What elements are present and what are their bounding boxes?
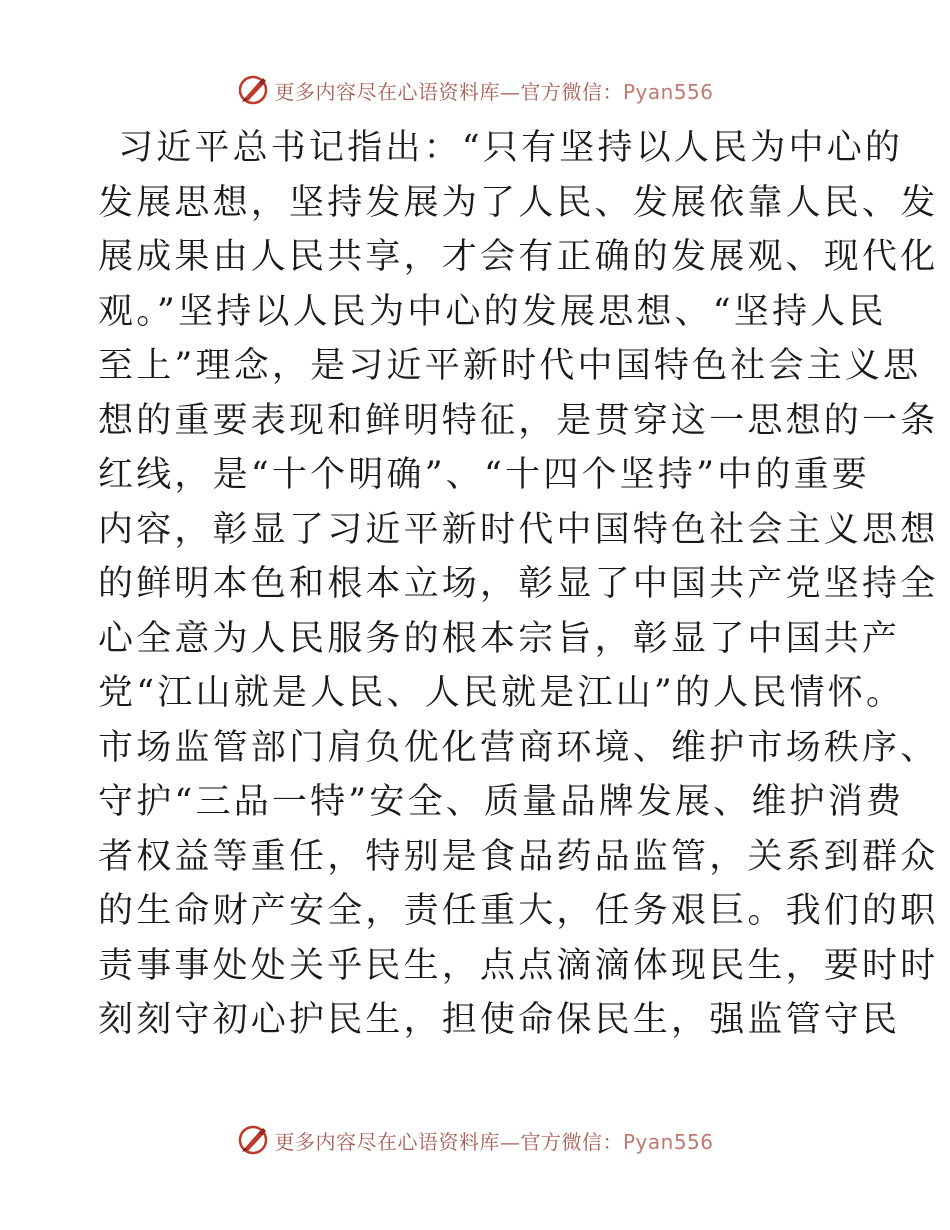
text-line: 市场监管部门肩负优化营商环境、维护市场秩序、 xyxy=(98,727,939,768)
text-line: 想的重要表现和鲜明特征，是贯穿这一思想的一条 xyxy=(98,400,939,441)
text-line: 者权益等重任，特别是食品药品监管，关系到群众 xyxy=(98,836,939,877)
text-line: 红线，是“十个明确”、“十四个坚持”中的重要 xyxy=(98,455,870,495)
text-line: 心全意为人民服务的根本宗旨，彰显了中国共产 xyxy=(98,618,901,659)
text-line: 责事事处处关乎民生，点点滴滴体现民生，要时时 xyxy=(98,945,939,986)
text-line: 内容，彰显了习近平新时代中国特色社会主义思想 xyxy=(98,509,939,550)
text-line: 观。”坚持以人民为中心的发展思想、“坚持人民 xyxy=(98,291,887,332)
text-line: 至上”理念，是习近平新时代中国特色社会主义思 xyxy=(98,346,922,386)
header-banner-text: 更多内容尽在心语资料库—官方微信：Pyan556 xyxy=(274,79,714,104)
text-line: 的鲜明本色和根本立场，彰显了中国共产党坚持全 xyxy=(98,564,939,604)
text-line: 展成果由人民共享，才会有正确的发展观、现代化 xyxy=(98,237,939,277)
text-line: 守护“三品一特”安全、质量品牌发展、维护消费 xyxy=(98,782,905,822)
text-line: 习近平总书记指出：“只有坚持以人民为中心的 xyxy=(118,128,904,168)
header-banner-brand: Pyan556 xyxy=(622,79,714,104)
document-body xyxy=(98,121,939,1048)
footer-banner-text: 更多内容尽在心语资料库—官方微信：Pyan556 xyxy=(274,1129,714,1154)
text-line: 刻刻守初心护民生，担使命保民生，强监管守民 xyxy=(98,1000,901,1040)
pen-logo-icon xyxy=(236,73,270,107)
text-line: 发展思想，坚持发展为了人民、发展依靠人民、发 xyxy=(98,182,939,223)
header-banner xyxy=(0,70,950,110)
pen-logo-icon xyxy=(236,1123,270,1157)
text-line: 的生命财产安全，责任重大，任务艰巨。我们的职 xyxy=(98,891,939,931)
text-line: 党“江山就是人民、人民就是江山”的人民情怀。 xyxy=(98,673,905,713)
footer-banner xyxy=(0,1120,950,1160)
footer-banner-brand: Pyan556 xyxy=(622,1129,714,1154)
